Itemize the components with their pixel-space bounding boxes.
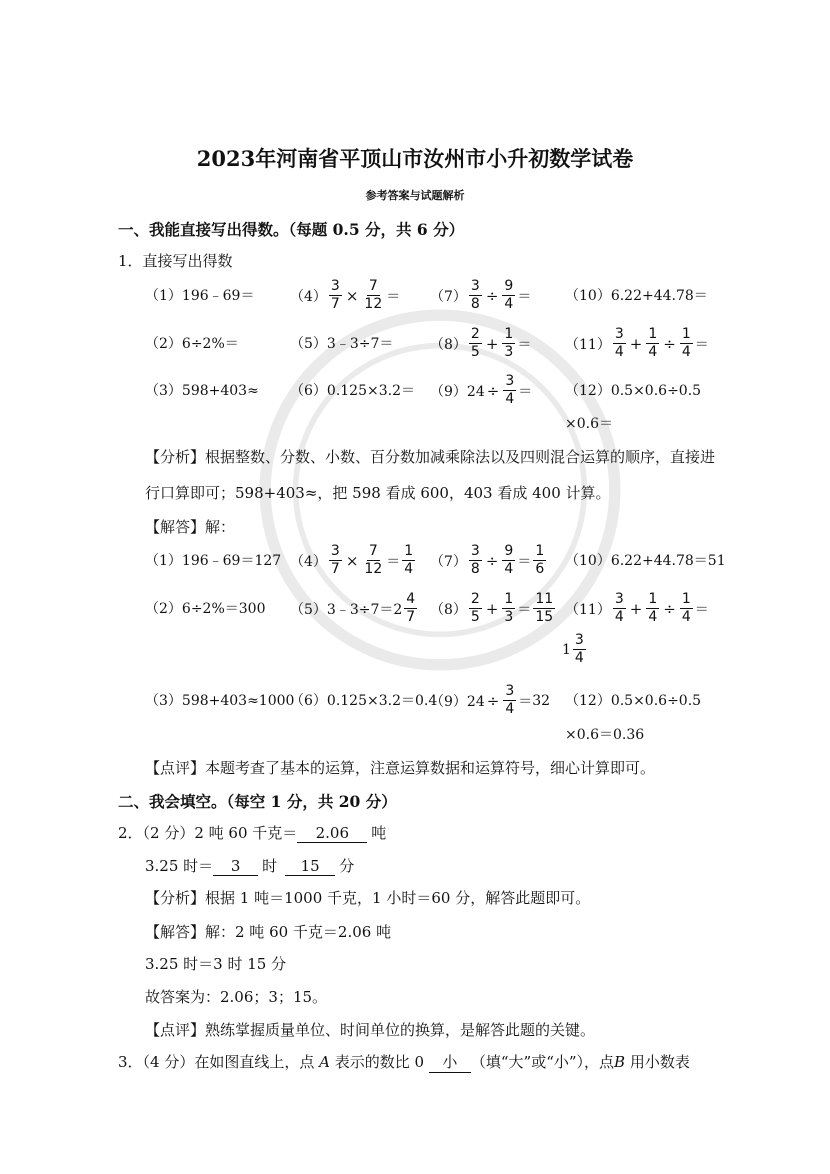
question2-line2: 3.25 时＝ 3 时 15 分 xyxy=(145,857,355,875)
fraction: $\frac{3}{4}$ xyxy=(505,683,515,717)
q10-item: （10）6.22+44.78＝ xyxy=(565,288,708,304)
fraction: $\frac{3}{7}$ xyxy=(330,278,340,312)
fraction: $\frac{4}{7}$ xyxy=(406,591,416,625)
fraction: $\frac{3}{4}$ xyxy=(574,632,584,666)
fraction: $\frac{1}{4}$ xyxy=(681,591,691,625)
answer-blank: 15 xyxy=(285,857,335,876)
fraction: $\frac{3}{8}$ xyxy=(470,278,480,312)
fraction: $\frac{1}{6}$ xyxy=(535,543,545,577)
fraction: $\frac{1}{3}$ xyxy=(504,591,514,625)
a9-item: （9）24 ÷ $\frac{3}{4}$ ＝ 32 xyxy=(430,683,551,717)
a4-item: （4） $\frac{3}{7}$ × $\frac{7}{12}$ ＝ $\frac{1}{4}$ xyxy=(290,543,414,577)
fraction: $\frac{1}{3}$ xyxy=(504,326,514,360)
analysis-text: 【分析】根据整数、分数、小数、百分数加减乘除法以及四则混合运算的顺序，直接进 xyxy=(145,448,716,466)
fraction: $\frac{1}{4}$ xyxy=(648,326,658,360)
page-title: 2023年河南省平顶山市汝州市小升初数学试卷 xyxy=(196,146,634,171)
page-subtitle: 参考答案与试题解析 xyxy=(365,189,465,202)
q2-solution-cont: 3.25 时＝3 时 15 分 xyxy=(145,955,287,973)
fraction: $\frac{3}{4}$ xyxy=(505,373,515,407)
fraction: $\frac{3}{4}$ xyxy=(614,591,624,625)
a11-result: 1 $\frac{3}{4}$ xyxy=(562,632,584,666)
solution-label: 【解答】解： xyxy=(145,518,236,536)
q4-item: （4） $\frac{3}{7}$ × $\frac{7}{12}$ ＝ xyxy=(290,278,401,312)
a12-item: （12）0.5×0.6÷0.5 xyxy=(565,693,702,709)
q2-answer: 故答案为：2.06；3；15。 xyxy=(145,988,328,1006)
a5-item: （5）3﹣3÷7＝2 $\frac{4}{7}$ xyxy=(290,591,416,625)
a1-item: （1）196﹣69＝127 xyxy=(145,553,282,569)
q2-comment: 【点评】熟练掌握质量单位、时间单位的换算，是解答此题的关键。 xyxy=(145,1021,596,1039)
fraction: $\frac{1}{4}$ xyxy=(681,326,691,360)
comment-text: 【点评】本题考查了基本的运算，注意运算数据和运算符号，细心计算即可。 xyxy=(145,759,656,777)
a12-item-cont: ×0.6＝0.36 xyxy=(565,727,645,743)
a11-item: （11） $\frac{3}{4}$ + $\frac{1}{4}$ ÷ $\frac{1}{4}$ ＝ xyxy=(565,591,709,625)
fraction: $\frac{3}{4}$ xyxy=(614,326,624,360)
fraction: $\frac{11}{15}$ xyxy=(535,591,554,625)
fraction: $\frac{9}{4}$ xyxy=(504,543,514,577)
q8-item: （8） $\frac{2}{5}$ + $\frac{1}{3}$ ＝ xyxy=(430,326,532,360)
q2-analysis: 【分析】根据 1 吨＝1000 千克，1 小时＝60 分，解答此题即可。 xyxy=(145,889,591,907)
point-a-label: A xyxy=(319,1053,330,1071)
q11-item: （11） $\frac{3}{4}$ + $\frac{1}{4}$ ÷ $\frac{1}{4}$ ＝ xyxy=(565,326,709,360)
q2-solution: 【解答】解：2 吨 60 千克＝2.06 吨 xyxy=(145,923,392,941)
q9-item: （9）24 ÷ $\frac{3}{4}$ ＝ xyxy=(430,373,533,407)
q6-item: （6）0.125×3.2＝ xyxy=(290,383,415,399)
q2-item: （2）6÷2%＝ xyxy=(145,336,239,352)
a7-item: （7） $\frac{3}{8}$ ÷ $\frac{9}{4}$ ＝ $\frac{1}{6}$ xyxy=(430,543,545,577)
q5-item: （5）3﹣3÷7＝ xyxy=(290,336,394,352)
analysis-text-cont: 行口算即可；598+403≈，把 598 看成 600，403 看成 400 计算。 xyxy=(145,484,611,502)
question2-line1: 2．（2 分）2 吨 60 千克＝ 2.06 吨 xyxy=(118,824,387,842)
fraction: $\frac{3}{8}$ xyxy=(470,543,480,577)
q7-item: （7） $\frac{3}{8}$ ÷ $\frac{9}{4}$ ＝ xyxy=(430,278,532,312)
point-b-label: B xyxy=(614,1053,626,1071)
fraction: $\frac{2}{5}$ xyxy=(470,591,480,625)
q3-item: （3）598+403≈ xyxy=(145,383,259,399)
a10-item: （10）6.22+44.78＝51 xyxy=(565,553,726,569)
fraction: $\frac{7}{12}$ xyxy=(364,543,383,577)
fraction: $\frac{1}{4}$ xyxy=(404,543,414,577)
fraction: $\frac{3}{7}$ xyxy=(330,543,340,577)
fraction: $\frac{1}{4}$ xyxy=(648,591,658,625)
q12-item: （12）0.5×0.6÷0.5 xyxy=(565,383,702,399)
section2-heading: 二、我会填空。（每空 1 分，共 20 分） xyxy=(118,792,397,811)
q12-item-cont: ×0.6＝ xyxy=(565,416,613,432)
answer-blank: 3 xyxy=(213,857,258,876)
section1-heading: 一、我能直接写出得数。（每题 0.5 分，共 6 分） xyxy=(118,220,465,239)
a2-item: （2）6÷2%＝300 xyxy=(145,601,266,617)
a6-item: （6）0.125×3.2＝0.4 xyxy=(290,693,438,709)
a8-item: （8） $\frac{2}{5}$ + $\frac{1}{3}$ ＝ $\frac{11}{15}$ xyxy=(430,591,554,625)
a3-item: （3）598+403≈1000 xyxy=(145,693,295,709)
answer-blank: 小 xyxy=(429,1051,471,1073)
fraction: $\frac{7}{12}$ xyxy=(364,278,383,312)
answer-blank: 2.06 xyxy=(297,824,367,843)
q1-item: （1）196﹣69＝ xyxy=(145,288,255,304)
question3-line1: 3．（4 分）在如图直线上，点 A 表示的数比 0 小 （填“大”或“小”），点B 用小数表 xyxy=(118,1053,690,1071)
fraction: $\frac{2}{5}$ xyxy=(470,326,480,360)
question1-label: 1．直接写出得数 xyxy=(118,252,233,270)
fraction: $\frac{9}{4}$ xyxy=(504,278,514,312)
